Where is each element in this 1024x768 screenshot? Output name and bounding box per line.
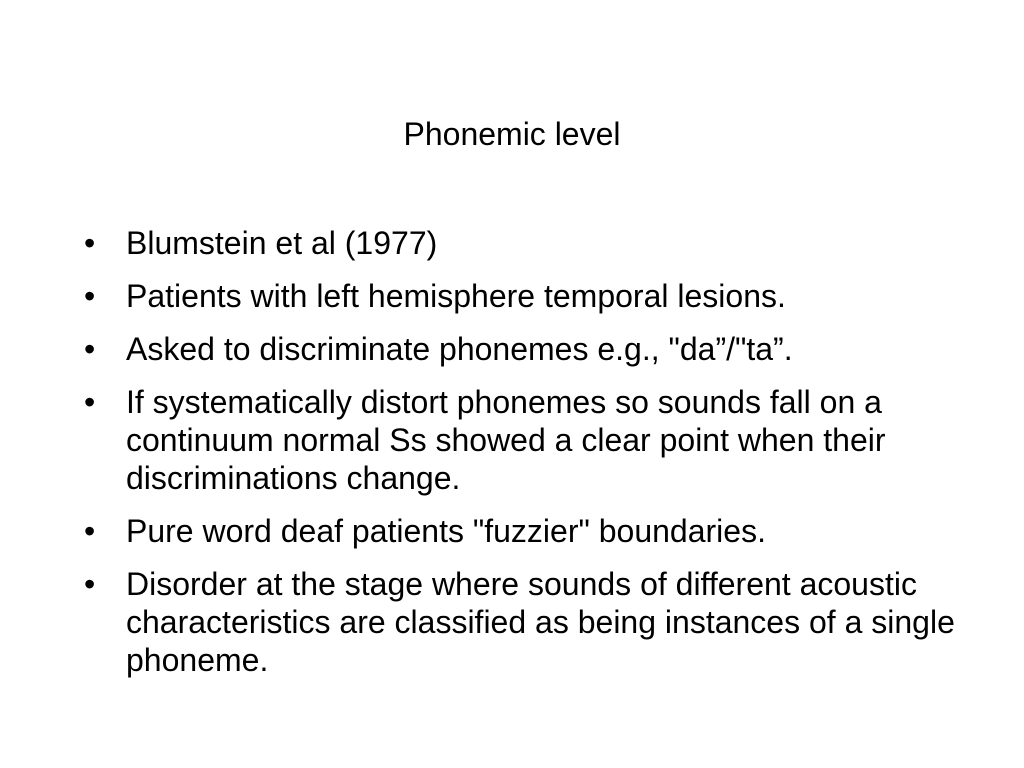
bullet-icon: •	[84, 278, 96, 314]
bullet-list	[84, 224, 994, 694]
bullet-icon: •	[84, 513, 96, 549]
list-item	[84, 330, 994, 368]
list-item	[84, 512, 994, 550]
bullet-text: Disorder at the stage where sounds of different acoustic characteristics are classified as being instances of a single phoneme.	[126, 566, 955, 678]
bullet-icon: •	[84, 331, 96, 367]
bullet-icon: •	[84, 566, 96, 602]
bullet-text: Patients with left hemisphere temporal lesions.	[126, 278, 786, 314]
bullet-text: Blumstein et al (1977)	[126, 225, 438, 261]
bullet-text: Asked to discriminate phonemes e.g., "da”/"ta”.	[126, 331, 793, 367]
list-item	[84, 224, 994, 262]
bullet-icon: •	[84, 384, 96, 420]
list-item	[84, 277, 994, 315]
slide-title: Phonemic level	[403, 116, 621, 152]
bullet-text: Pure word deaf patients "fuzzier" boundaries.	[126, 513, 766, 549]
bullet-text: If systematically distort phonemes so sounds fall on a continuum normal Ss showed a clear point when their discriminations change.	[126, 384, 886, 496]
bullet-icon: •	[84, 225, 96, 261]
list-item	[84, 383, 994, 497]
list-item	[84, 565, 994, 679]
